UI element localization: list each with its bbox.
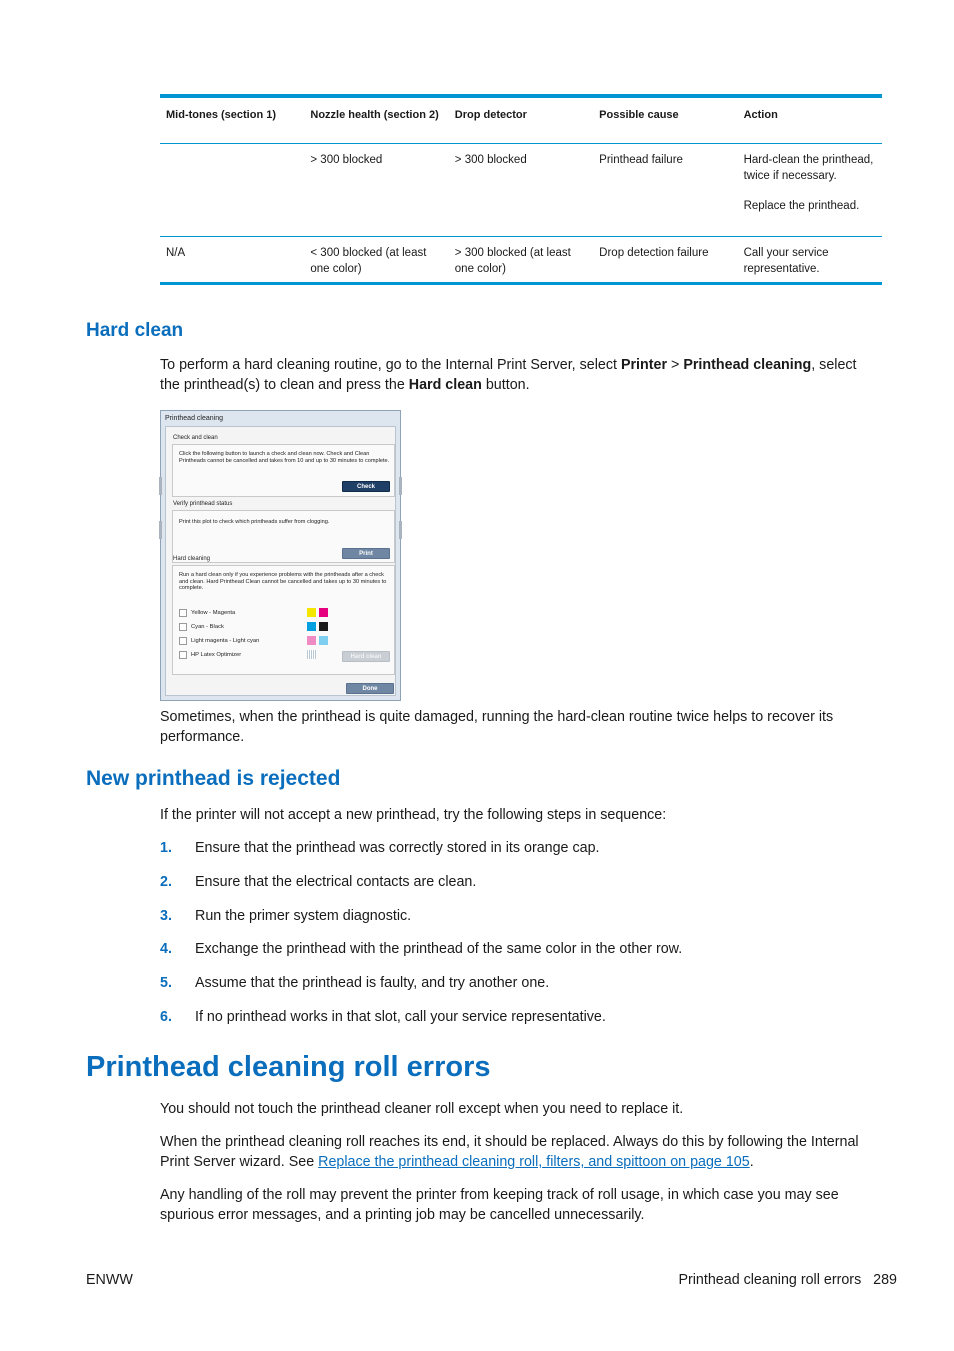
header-mid-tones: Mid-tones (section 1) xyxy=(166,109,277,121)
rejected-intro: If the printer will not accept a new printhead, try the following steps in sequence: xyxy=(160,807,667,823)
dialog-edge-handle xyxy=(159,477,162,495)
step-text: Exchange the printhead with the printhead of the same color in the other row. xyxy=(195,941,683,958)
roll-errors-p2 xyxy=(160,1132,880,1172)
table-row xyxy=(160,237,882,282)
cell-mid-tones: N/A xyxy=(166,247,186,259)
cell-possible-cause: Printhead failure xyxy=(599,154,683,166)
table-bottom-rule xyxy=(160,282,882,285)
footer-left: ENWW xyxy=(86,1272,133,1288)
dialog-body xyxy=(165,426,396,696)
printhead-cleaning-dialog xyxy=(160,410,401,701)
check-group-title: Check and clean xyxy=(173,435,218,441)
light-magenta-swatch xyxy=(307,636,316,645)
option-label: Yellow - Magenta xyxy=(191,610,236,616)
step-number: 4. xyxy=(160,941,172,958)
yellow-swatch xyxy=(307,608,316,617)
verify-text: Print this plot to check which printheads suffer from clogging. xyxy=(179,519,330,525)
option-label: Cyan - Black xyxy=(191,624,224,630)
footer-right xyxy=(678,1272,897,1288)
table-header-row xyxy=(160,98,882,144)
cell-nozzle-health: < 300 blocked (at least one color) xyxy=(310,247,427,275)
hard-group-title: Hard cleaning xyxy=(173,556,211,562)
header-drop-detector: Drop detector xyxy=(454,109,527,121)
verify-group-title: Verify printhead status xyxy=(173,501,233,507)
checkbox[interactable] xyxy=(179,623,187,631)
list-item xyxy=(160,872,682,906)
hard-text: Run a hard clean only if you experience problems with the printheads after a check and clean. Hard Printhead Clean cannot be cancelled and takes up to 30 minutes to complete. xyxy=(179,572,387,592)
action-text: Call your service representative. xyxy=(743,247,829,275)
action-text: Hard-clean the printhead, twice if necessary. xyxy=(743,154,874,182)
replace-roll-link[interactable]: Replace the printhead cleaning roll, filters, and spittoon on page 105 xyxy=(318,1154,750,1170)
intro-text: button. xyxy=(481,377,530,393)
option-hp-latex-optimizer[interactable] xyxy=(179,651,241,659)
menu-separator: > xyxy=(667,357,684,373)
p2-text: . xyxy=(749,1154,754,1170)
option-label: Light magenta - Light cyan xyxy=(191,638,260,644)
option-label: HP Latex Optimizer xyxy=(191,652,242,658)
roll-errors-p1: You should not touch the printhead cleaner roll except when you need to replace it. xyxy=(160,1101,684,1117)
list-item xyxy=(160,906,682,940)
roll-errors-p3: Any handling of the roll may prevent the printer from keeping track of roll usage, in which case you may see spurious error messages, and a printing job may be cancelled unnecessarily. xyxy=(160,1187,839,1223)
hard-clean-button-name: Hard clean xyxy=(408,377,482,393)
step-number: 1. xyxy=(160,840,172,856)
step-number: 2. xyxy=(160,873,172,890)
header-nozzle-health: Nozzle health (section 2) xyxy=(310,109,439,121)
step-text: If no printhead works in that slot, call your service representative. xyxy=(195,1008,606,1025)
option-cyan-black[interactable] xyxy=(179,623,224,631)
hard-cleaning-group xyxy=(172,565,395,675)
cell-mid-tones xyxy=(160,144,304,236)
option-yellow-magenta[interactable] xyxy=(179,609,235,617)
footer-section: Printhead cleaning roll errors xyxy=(678,1272,862,1288)
done-button[interactable]: Done xyxy=(346,683,394,694)
header-action: Action xyxy=(743,109,778,121)
diagnostics-table xyxy=(160,94,882,285)
hard-clean-button[interactable]: Hard clean xyxy=(342,651,390,662)
light-cyan-swatch xyxy=(319,636,328,645)
cell-drop-detector: > 300 blocked (at least one color) xyxy=(454,247,571,275)
option-light-magenta-light-cyan[interactable] xyxy=(179,637,259,645)
cell-action xyxy=(738,144,882,236)
cell-action xyxy=(738,237,882,282)
black-swatch xyxy=(319,622,328,631)
menu-printer: Printer xyxy=(620,357,668,373)
dialog-edge-handle xyxy=(159,521,162,539)
dialog-title: Printhead cleaning xyxy=(165,415,223,422)
check-button[interactable]: Check xyxy=(342,481,390,492)
action-text: Replace the printhead. xyxy=(743,200,860,212)
step-number: 6. xyxy=(160,1008,172,1025)
step-number: 5. xyxy=(160,975,172,992)
intro-text: To perform a hard cleaning routine, go to the Internal Print Server, select xyxy=(160,357,621,373)
cell-possible-cause: Drop detection failure xyxy=(599,247,709,259)
step-number: 3. xyxy=(160,907,172,924)
checkbox[interactable] xyxy=(179,609,187,617)
header-possible-cause: Possible cause xyxy=(599,109,679,121)
table-row xyxy=(160,144,882,237)
list-item xyxy=(160,838,682,872)
rejected-heading: New printhead is rejected xyxy=(86,767,341,790)
list-item xyxy=(160,939,682,973)
dialog-edge-handle xyxy=(399,477,402,495)
checkbox[interactable] xyxy=(179,651,187,659)
roll-errors-heading: Printhead cleaning roll errors xyxy=(86,1051,491,1083)
check-group xyxy=(172,444,395,497)
rejected-steps xyxy=(160,838,682,1041)
dialog-edge-handle xyxy=(399,521,402,539)
list-item xyxy=(160,1007,682,1041)
check-text: Click the following button to launch a check and clean now. Check and Clean Printheads cannot be cancelled and takes from 10 and up to 30 minutes to complete. xyxy=(179,451,390,464)
optimizer-swatch xyxy=(307,650,316,659)
checkbox[interactable] xyxy=(179,637,187,645)
cell-nozzle-health: > 300 blocked xyxy=(310,154,383,166)
cyan-swatch xyxy=(307,622,316,631)
p2-text: When the printhead cleaning roll reaches its end, it should be replaced. Always do this by following the Internal Print Server wizard. See xyxy=(160,1134,859,1170)
magenta-swatch xyxy=(319,608,328,617)
hard-clean-note: Sometimes, when the printhead is quite damaged, running the hard-clean routine twice helps to recover its performance. xyxy=(160,709,834,745)
list-item xyxy=(160,973,682,1007)
hard-clean-intro xyxy=(160,355,880,395)
step-text: Ensure that the printhead was correctly stored in its orange cap. xyxy=(195,840,600,856)
hard-clean-heading: Hard clean xyxy=(86,320,184,341)
intro-text: , select the printhead(s) to clean and press the xyxy=(160,357,857,393)
cell-drop-detector: > 300 blocked xyxy=(454,154,527,166)
step-text: Run the primer system diagnostic. xyxy=(195,907,412,924)
menu-printhead-cleaning: Printhead cleaning xyxy=(683,357,812,373)
footer-page-number: 289 xyxy=(873,1272,897,1288)
print-button[interactable]: Print xyxy=(342,548,390,559)
step-text: Assume that the printhead is faulty, and try another one. xyxy=(195,975,550,992)
step-text: Ensure that the electrical contacts are clean. xyxy=(195,873,477,890)
